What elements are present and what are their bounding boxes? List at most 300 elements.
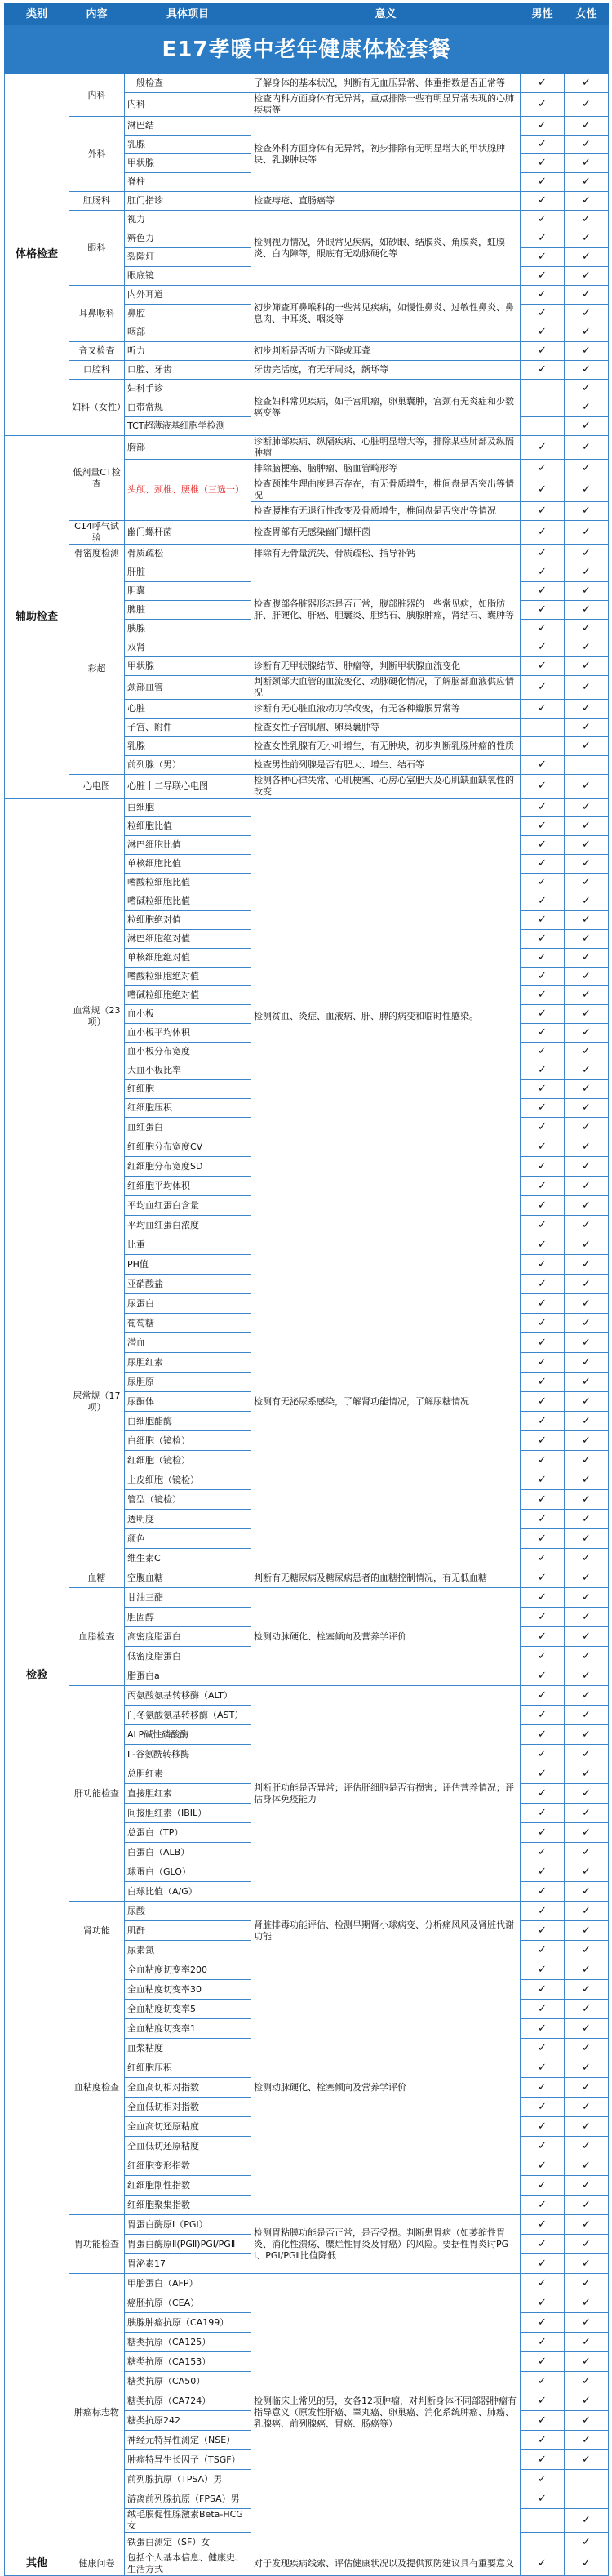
header-meaning: 意义 xyxy=(251,4,521,25)
female-check: ✓ xyxy=(565,248,609,267)
female-check: ✓ xyxy=(565,2372,609,2391)
female-check: ✓ xyxy=(565,1333,609,1353)
male-check: ✓ xyxy=(521,1373,565,1392)
female-check: ✓ xyxy=(565,323,609,342)
male-check: ✓ xyxy=(521,2450,565,2470)
male-check: ✓ xyxy=(521,1941,565,1960)
male-check: ✓ xyxy=(521,1005,565,1024)
item-cell: 透明度 xyxy=(125,1510,251,1529)
meaning-cell: 判断颈部大血管的血流变化、动脉硬化情况，了解脑部血液供应情况 xyxy=(251,676,521,700)
male-check: ✓ xyxy=(521,1725,565,1745)
female-check: ✓ xyxy=(565,2156,609,2176)
item-cell: 全血粘度切变率1 xyxy=(125,2019,251,2039)
title-row xyxy=(5,25,609,74)
content-cell: 肝功能检查 xyxy=(69,1686,125,1902)
female-check: ✓ xyxy=(565,1353,609,1373)
male-check: ✓ xyxy=(521,1686,565,1706)
item-cell: 骨质疏松 xyxy=(125,545,251,563)
item-cell: 全血低切相对指数 xyxy=(125,2098,251,2117)
item-cell: 嗜酸粒细胞比值 xyxy=(125,874,251,892)
item-cell: 粒细胞比值 xyxy=(125,817,251,836)
female-check xyxy=(565,756,609,775)
male-check: ✓ xyxy=(521,930,565,949)
female-check: ✓ xyxy=(565,1980,609,2000)
male-check: ✓ xyxy=(521,1568,565,1588)
male-check: ✓ xyxy=(521,2431,565,2450)
male-check: ✓ xyxy=(521,1804,565,1823)
item-cell: 糖类抗原242 xyxy=(125,2411,251,2431)
item-cell: 裂隙灯 xyxy=(125,248,251,267)
male-check: ✓ xyxy=(521,323,565,342)
female-check: ✓ xyxy=(565,1529,609,1549)
table-row xyxy=(5,799,609,817)
item-cell: 脾脏 xyxy=(125,601,251,620)
female-check: ✓ xyxy=(565,154,609,173)
female-check: ✓ xyxy=(565,1275,609,1294)
item-cell: 上皮细胞（镜检） xyxy=(125,1470,251,1490)
female-check: ✓ xyxy=(565,2313,609,2333)
meaning-cell: 诊断肺部疾病、纵隔疾病、心脏明显增大等，排除某些肺部及纵隔肿瘤 xyxy=(251,436,521,460)
male-check: ✓ xyxy=(521,521,565,545)
table-row xyxy=(5,286,609,305)
male-check: ✓ xyxy=(521,836,565,855)
male-check xyxy=(521,737,565,756)
female-check: ✓ xyxy=(565,737,609,756)
female-check: ✓ xyxy=(565,582,609,601)
item-cell: 丙氨酸氨基转移酶（ALT） xyxy=(125,1686,251,1706)
female-check: ✓ xyxy=(565,1137,609,1157)
female-check: ✓ xyxy=(565,1921,609,1941)
female-check: ✓ xyxy=(565,563,609,582)
item-cell: 鼻腔 xyxy=(125,305,251,323)
female-check: ✓ xyxy=(565,380,609,398)
item-cell: 低密度脂蛋白 xyxy=(125,1647,251,1666)
female-check: ✓ xyxy=(565,93,609,117)
item-cell: 红细胞平均体积 xyxy=(125,1177,251,1196)
female-check: ✓ xyxy=(565,1314,609,1333)
item-cell: 平均血红蛋白浓度 xyxy=(125,1216,251,1235)
female-check: ✓ xyxy=(565,1647,609,1666)
item-cell: 尿酸 xyxy=(125,1902,251,1921)
item-cell: 头颅、颈椎、腰椎（三选一） xyxy=(125,460,251,521)
female-check: ✓ xyxy=(565,1470,609,1490)
male-check: ✓ xyxy=(521,436,565,460)
meaning-cell: 检测动脉硬化、栓塞倾向及营养学评价 xyxy=(251,1588,521,1686)
male-check: ✓ xyxy=(521,2293,565,2313)
female-check: ✓ xyxy=(565,1686,609,1706)
meaning-cell: 检测动脉硬化、栓塞倾向及营养学评价 xyxy=(251,1960,521,2215)
female-check: ✓ xyxy=(565,192,609,211)
item-cell: 淋巴结 xyxy=(125,117,251,136)
item-cell: 糖类抗原（CA50） xyxy=(125,2372,251,2391)
meaning-cell: 判断有无糖尿病及糖尿病患者的血糖控制情况，有无低血糖 xyxy=(251,1568,521,1588)
female-check: ✓ xyxy=(565,2431,609,2450)
meaning-cell: 判断肝功能是否异常；评估肝细胞是否有损害；评估营养情况；评估身体免疫能力 xyxy=(251,1686,521,1902)
item-cell: 一般检查 xyxy=(125,74,251,93)
male-check: ✓ xyxy=(521,2176,565,2196)
male-check: ✓ xyxy=(521,173,565,192)
female-check: ✓ xyxy=(565,986,609,1005)
female-check: ✓ xyxy=(565,2098,609,2117)
female-check: ✓ xyxy=(565,1510,609,1529)
male-check: ✓ xyxy=(521,1412,565,1431)
female-check: ✓ xyxy=(565,2039,609,2058)
female-check: ✓ xyxy=(565,1549,609,1568)
item-cell: 白细胞（镜检） xyxy=(125,1431,251,1451)
male-check: ✓ xyxy=(521,1960,565,1980)
meaning-cell: 诊断有无心脏血液动力学改变，有无各种瓣膜异常等 xyxy=(251,700,521,719)
item-cell: 红细胞分布宽度CV xyxy=(125,1137,251,1157)
male-check: ✓ xyxy=(521,2078,565,2098)
female-check: ✓ xyxy=(565,502,609,521)
item-cell: 胸部 xyxy=(125,436,251,460)
item-cell: 白细胞 xyxy=(125,799,251,817)
table-row xyxy=(5,563,609,582)
male-check: ✓ xyxy=(521,2039,565,2058)
item-cell: 红细胞（镜检） xyxy=(125,1451,251,1470)
male-check: ✓ xyxy=(521,1157,565,1177)
table-row xyxy=(5,521,609,545)
item-cell: 红细胞变形指数 xyxy=(125,2156,251,2176)
female-check: ✓ xyxy=(565,2552,609,2576)
female-check: ✓ xyxy=(565,1902,609,1921)
male-check: ✓ xyxy=(521,248,565,267)
item-cell: 甲状腺 xyxy=(125,657,251,676)
male-check: ✓ xyxy=(521,1392,565,1412)
male-check: ✓ xyxy=(521,2352,565,2372)
male-check: ✓ xyxy=(521,892,565,911)
table-row xyxy=(5,192,609,211)
male-check: ✓ xyxy=(521,2215,565,2235)
meaning-cell: 初步判断是否听力下降或耳聋 xyxy=(251,342,521,361)
item-cell: 空腹血糖 xyxy=(125,1568,251,1588)
male-check: ✓ xyxy=(521,93,565,117)
female-check: ✓ xyxy=(565,1451,609,1470)
item-cell: 血小板 xyxy=(125,1005,251,1024)
female-check: ✓ xyxy=(565,267,609,286)
female-check: ✓ xyxy=(565,1431,609,1451)
table-row xyxy=(5,342,609,361)
female-check: ✓ xyxy=(565,460,609,478)
item-cell: 白蛋白（ALB） xyxy=(125,1843,251,1862)
male-check xyxy=(521,380,565,398)
male-check: ✓ xyxy=(521,229,565,248)
item-cell: ALP碱性磷酸酶 xyxy=(125,1725,251,1745)
item-cell: 粒细胞绝对值 xyxy=(125,911,251,930)
male-check: ✓ xyxy=(521,949,565,968)
item-cell: 内科 xyxy=(125,93,251,117)
meaning-cell: 肾脏排毒功能评估、检测早期肾小球病变、分析痛风风及肾脏代谢功能 xyxy=(251,1902,521,1960)
meaning-cell: 检查女性子宫肌瘤、卵巢囊肿等 xyxy=(251,719,521,737)
female-check: ✓ xyxy=(565,1061,609,1080)
table-row xyxy=(5,1960,609,1980)
item-cell: 铁蛋白测定（SF）女 xyxy=(125,2533,251,2552)
item-cell: 听力 xyxy=(125,342,251,361)
female-check: ✓ xyxy=(565,855,609,874)
item-cell: 潜血 xyxy=(125,1333,251,1353)
female-check: ✓ xyxy=(565,799,609,817)
content-cell: 低剂量CT检查 xyxy=(69,436,125,521)
male-check: ✓ xyxy=(521,911,565,930)
female-check: ✓ xyxy=(565,601,609,620)
male-check: ✓ xyxy=(521,117,565,136)
female-check: ✓ xyxy=(565,1804,609,1823)
male-check: ✓ xyxy=(521,700,565,719)
item-cell: 管型（镜检） xyxy=(125,1490,251,1510)
female-check: ✓ xyxy=(565,1627,609,1647)
item-cell: 颜色 xyxy=(125,1529,251,1549)
male-check: ✓ xyxy=(521,1177,565,1196)
meaning-cell: 排除脑梗塞、脑肿瘤、脑血管畸形等 xyxy=(251,460,521,478)
male-check: ✓ xyxy=(521,1490,565,1510)
male-check: ✓ xyxy=(521,1745,565,1764)
item-cell: 单核细胞比值 xyxy=(125,855,251,874)
male-check: ✓ xyxy=(521,267,565,286)
male-check: ✓ xyxy=(521,154,565,173)
item-cell: 大血小板比率 xyxy=(125,1061,251,1080)
female-check: ✓ xyxy=(565,1255,609,1275)
female-check: ✓ xyxy=(565,1941,609,1960)
male-check: ✓ xyxy=(521,74,565,93)
female-check: ✓ xyxy=(565,620,609,638)
item-cell: 全血高切还原粘度 xyxy=(125,2117,251,2137)
female-check: ✓ xyxy=(565,1764,609,1784)
item-cell: 淋巴细胞绝对值 xyxy=(125,930,251,949)
male-check: ✓ xyxy=(521,582,565,601)
female-check: ✓ xyxy=(565,911,609,930)
female-check: ✓ xyxy=(565,2509,609,2533)
male-check: ✓ xyxy=(521,817,565,836)
male-check: ✓ xyxy=(521,1431,565,1451)
table-row xyxy=(5,1902,609,1921)
female-check: ✓ xyxy=(565,361,609,380)
category-cell: 辅助检查 xyxy=(5,436,69,799)
meaning-cell: 检测视力情况，外眼常见疾病，如砂眼、结膜炎、角膜炎，虹膜炎、白内障等，眼底有无动脉硬化等 xyxy=(251,211,521,286)
female-check: ✓ xyxy=(565,342,609,361)
content-cell: 健康问卷 xyxy=(69,2552,125,2576)
female-check: ✓ xyxy=(565,892,609,911)
male-check: ✓ xyxy=(521,638,565,657)
item-cell: 糖类抗原（CA153） xyxy=(125,2352,251,2372)
content-cell: 肿瘤标志物 xyxy=(69,2274,125,2552)
female-check: ✓ xyxy=(565,173,609,192)
male-check: ✓ xyxy=(521,1294,565,1314)
meaning-cell: 检查颈椎生理曲度是否存在，有无骨质增生，椎间盘是否突出等情况 xyxy=(251,478,521,502)
male-check: ✓ xyxy=(521,1061,565,1080)
male-check: ✓ xyxy=(521,192,565,211)
item-cell: 红细胞分布宽度SD xyxy=(125,1157,251,1177)
male-check: ✓ xyxy=(521,601,565,620)
item-cell: 胆囊 xyxy=(125,582,251,601)
female-check: ✓ xyxy=(565,2533,609,2552)
content-cell: 心电图 xyxy=(69,775,125,799)
item-cell: 总胆红素 xyxy=(125,1764,251,1784)
male-check: ✓ xyxy=(521,2235,565,2254)
male-check: ✓ xyxy=(521,756,565,775)
table-row xyxy=(5,1568,609,1588)
header-female: 女性 xyxy=(565,4,609,25)
male-check: ✓ xyxy=(521,1216,565,1235)
meaning-cell: 检查胃部有无感染幽门螺杆菌 xyxy=(251,521,521,545)
female-check: ✓ xyxy=(565,1235,609,1255)
female-check: ✓ xyxy=(565,1412,609,1431)
category-cell: 检验 xyxy=(5,799,69,2552)
female-check: ✓ xyxy=(565,2450,609,2470)
female-check: ✓ xyxy=(565,930,609,949)
table-row xyxy=(5,2274,609,2293)
male-check: ✓ xyxy=(521,1627,565,1647)
male-check: ✓ xyxy=(521,1764,565,1784)
item-cell: 胃蛋白酶原Ⅱ(PGⅡ)PGⅠ/PGⅡ xyxy=(125,2235,251,2254)
table-row xyxy=(5,74,609,93)
female-check: ✓ xyxy=(565,1294,609,1314)
male-check: ✓ xyxy=(521,657,565,676)
female-check: ✓ xyxy=(565,1568,609,1588)
meaning-cell: 对于发现疾病线索、评估健康状况以及提供预防建议具有重要意义 xyxy=(251,2552,521,2576)
item-cell: TCT超薄液基细胞学检测 xyxy=(125,417,251,436)
female-check: ✓ xyxy=(565,1099,609,1118)
male-check: ✓ xyxy=(521,460,565,478)
item-cell: 单核细胞绝对值 xyxy=(125,949,251,968)
item-cell: 直接胆红素 xyxy=(125,1784,251,1804)
female-check: ✓ xyxy=(565,1706,609,1725)
female-check: ✓ xyxy=(565,2391,609,2411)
item-cell: 总蛋白（TP） xyxy=(125,1823,251,1843)
content-cell: 血常规（23项） xyxy=(69,799,125,1235)
table-row xyxy=(5,775,609,799)
item-cell: 胃泌素17 xyxy=(125,2254,251,2274)
female-check: ✓ xyxy=(565,949,609,968)
female-check: ✓ xyxy=(565,478,609,502)
item-cell: 肛门指诊 xyxy=(125,192,251,211)
male-check: ✓ xyxy=(521,1647,565,1666)
male-check: ✓ xyxy=(521,342,565,361)
male-check: ✓ xyxy=(521,1706,565,1725)
female-check: ✓ xyxy=(565,1960,609,1980)
item-cell: 前列腺（男） xyxy=(125,756,251,775)
item-cell: 全血粘度切变率200 xyxy=(125,1960,251,1980)
item-cell: 脂蛋白a xyxy=(125,1666,251,1686)
item-cell: 胆固醇 xyxy=(125,1608,251,1627)
content-cell: 耳鼻喉科 xyxy=(69,286,125,342)
female-check: ✓ xyxy=(565,1882,609,1902)
male-check: ✓ xyxy=(521,2489,565,2509)
item-cell: 眼底镜 xyxy=(125,267,251,286)
female-check: ✓ xyxy=(565,1725,609,1745)
female-check: ✓ xyxy=(565,136,609,154)
male-check xyxy=(521,719,565,737)
meaning-cell: 检查妇科常见疾病，如子宫肌瘤，卵巢囊肿，宫颈有无炎症和少数癌变等 xyxy=(251,380,521,436)
meaning-cell: 牙齿完活度，有无牙周炎，龋坏等 xyxy=(251,361,521,380)
item-cell: 高密度脂蛋白 xyxy=(125,1627,251,1647)
female-check: ✓ xyxy=(565,817,609,836)
content-cell: 眼科 xyxy=(69,211,125,286)
male-check: ✓ xyxy=(521,855,565,874)
female-check: ✓ xyxy=(565,1216,609,1235)
item-cell: 胰腺肿瘤抗原（CA199） xyxy=(125,2313,251,2333)
male-check: ✓ xyxy=(521,2552,565,2576)
item-cell: 乳腺 xyxy=(125,737,251,756)
item-cell: 脊柱 xyxy=(125,173,251,192)
female-check: ✓ xyxy=(565,2333,609,2352)
female-check: ✓ xyxy=(565,836,609,855)
female-check: ✓ xyxy=(565,657,609,676)
table-row xyxy=(5,361,609,380)
male-check: ✓ xyxy=(521,1451,565,1470)
category-cell: 体格检查 xyxy=(5,74,69,436)
male-check: ✓ xyxy=(521,563,565,582)
item-cell: 心脏 xyxy=(125,700,251,719)
female-check: ✓ xyxy=(565,1043,609,1061)
table-row xyxy=(5,1686,609,1706)
female-check: ✓ xyxy=(565,1118,609,1137)
meaning-cell: 检测各种心律失常、心肌梗塞、心房心室肥大及心肌缺血缺氧性的改变 xyxy=(251,775,521,799)
female-check: ✓ xyxy=(565,700,609,719)
male-check: ✓ xyxy=(521,2411,565,2431)
item-cell: 嗜碱粒细胞比值 xyxy=(125,892,251,911)
male-check: ✓ xyxy=(521,968,565,986)
female-check: ✓ xyxy=(565,2235,609,2254)
male-check: ✓ xyxy=(521,1823,565,1843)
item-cell: 全血高切相对指数 xyxy=(125,2078,251,2098)
meaning-cell: 检查痔疮、直肠癌等 xyxy=(251,192,521,211)
female-check: ✓ xyxy=(565,74,609,93)
item-cell: 平均血红蛋白含量 xyxy=(125,1196,251,1216)
male-check: ✓ xyxy=(521,2019,565,2039)
content-cell: 外科 xyxy=(69,117,125,192)
item-cell: 血小板分布宽度 xyxy=(125,1043,251,1061)
female-check: ✓ xyxy=(565,1177,609,1196)
female-check: ✓ xyxy=(565,1666,609,1686)
female-check: ✓ xyxy=(565,1005,609,1024)
female-check: ✓ xyxy=(565,1490,609,1510)
content-cell: 胃功能检查 xyxy=(69,2215,125,2274)
female-check: ✓ xyxy=(565,2352,609,2372)
male-check: ✓ xyxy=(521,2372,565,2391)
male-check: ✓ xyxy=(521,874,565,892)
female-check: ✓ xyxy=(565,2117,609,2137)
item-cell: 嗜碱粒细胞绝对值 xyxy=(125,986,251,1005)
item-cell: 胃蛋白酶原Ⅰ（PGⅠ） xyxy=(125,2215,251,2235)
item-cell: 全血粘度切变率5 xyxy=(125,2000,251,2019)
male-check: ✓ xyxy=(521,1588,565,1608)
female-check: ✓ xyxy=(565,874,609,892)
female-check: ✓ xyxy=(565,2196,609,2215)
meaning-cell: 初步筛查耳鼻喉科的一些常见疾病，如慢性鼻炎、过敏性鼻炎、鼻息肉、中耳炎、咽炎等 xyxy=(251,286,521,342)
male-check: ✓ xyxy=(521,2274,565,2293)
item-cell: 甲胎蛋白（AFP） xyxy=(125,2274,251,2293)
male-check: ✓ xyxy=(521,775,565,799)
item-cell: 全血粘度切变率30 xyxy=(125,1980,251,2000)
female-check: ✓ xyxy=(565,1608,609,1627)
checkup-table xyxy=(4,3,609,2576)
item-cell: 颈部血管 xyxy=(125,676,251,700)
female-check xyxy=(565,2489,609,2509)
meaning-cell: 排除有无骨量流失、骨质疏松、指导补钙 xyxy=(251,545,521,563)
male-check: ✓ xyxy=(521,1608,565,1627)
table-row xyxy=(5,380,609,398)
meaning-cell: 检测有无泌尿系感染，了解肾功能情况，了解尿糖情况 xyxy=(251,1235,521,1568)
meaning-cell: 检查男性前列腺是否有肥大、增生、结石等 xyxy=(251,756,521,775)
male-check: ✓ xyxy=(521,1510,565,1529)
content-cell: 骨密度检测 xyxy=(69,545,125,563)
item-cell: 肝脏 xyxy=(125,563,251,582)
male-check: ✓ xyxy=(521,1333,565,1353)
female-check: ✓ xyxy=(565,545,609,563)
male-check: ✓ xyxy=(521,1235,565,1255)
item-cell: Γ-谷氨酰转移酶 xyxy=(125,1745,251,1764)
header-content: 内容 xyxy=(69,4,125,25)
